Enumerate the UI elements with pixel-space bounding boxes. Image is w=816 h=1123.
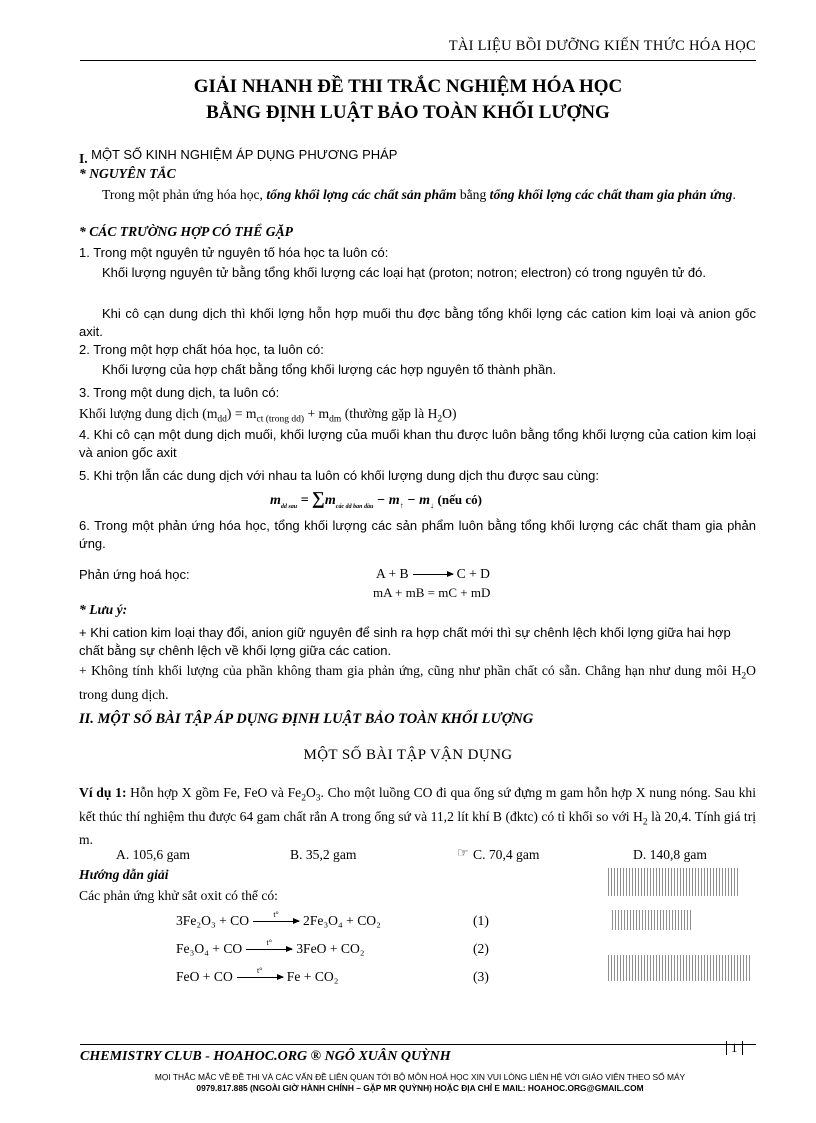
case-3a-end: O) bbox=[442, 406, 457, 421]
reaction-3-left: FeO + CO bbox=[176, 969, 233, 984]
section-2-subheading: MỘT SỐ BÀI TẬP VẬN DỤNG bbox=[303, 747, 513, 763]
sub-ct: ct (trong dd) bbox=[256, 414, 305, 425]
watermark-stamp-1 bbox=[608, 868, 738, 896]
principle-mid: bằng bbox=[459, 187, 487, 202]
reaction-1-left: 3Fe₂O₃ + CO bbox=[176, 913, 250, 928]
running-header: TÀI LIỆU BỒI DƯỠNG KIẾN THỨC HÓA HỌC bbox=[448, 38, 756, 54]
case-3a-mid2: + m bbox=[304, 406, 330, 421]
ex1-t1: Hỗn hợp X gồm Fe, FeO và Fe bbox=[126, 785, 302, 800]
reaction-2-cond: t° bbox=[266, 938, 272, 948]
guide-intro: Các phản ứng khử sắt oxit có thể có: bbox=[79, 888, 278, 903]
reaction-label: Phản ứng hoá học: bbox=[79, 567, 190, 582]
case-1b: Khi cô cạn dung dịch thì khối lợng hỗn hợp muối thu đợc bằng tổng khối lợng các cation kim loại và anion gốc axit. bbox=[79, 306, 756, 339]
note-2-sub: 2 bbox=[741, 671, 747, 682]
formula-tail: (nếu có) bbox=[437, 492, 482, 507]
ex1-t3: . Cho một luồng CO đi qua ống sứ đựng m gam hỗn hợp X nung nóng. Sau khi kết thúc thí nghiệm thu được 64 gam chất rắn A trong ống sứ và 11,2 lít khí B (đktc) có tỉ khối so với H bbox=[79, 785, 756, 824]
footer-contact-2: 0979.817.885 (NGOÀI GIỜ HÀNH CHÍNH – GẶP MR QUỲNH) HOẶC ĐỊA CHỈ E MAIL: HOAHOC.ORG@GMAIL.COM bbox=[196, 1083, 644, 1093]
ex1-t2: O bbox=[305, 785, 316, 800]
ex1-s2: 3 bbox=[315, 793, 321, 804]
sub-2: 2 bbox=[437, 414, 443, 425]
sub-dd: dd bbox=[217, 414, 227, 425]
ex1-t4: là 20,4. Tính giá trị m. bbox=[79, 808, 757, 848]
section-1-title: MỘT SỐ KINH NGHIỆM ÁP DỤNG PHƯƠNG PHÁP bbox=[91, 147, 398, 162]
footer-contact-1: MỌI THẮC MẮC VỀ ĐỀ THI VÀ CÁC VẤN ĐỀ LIÊN QUAN TỚI BỘ MÔN HOÁ HỌC XIN VUI LÒNG LIÊN HỆ VỚI GIÁO VIÊN THEO SỐ MÁY bbox=[154, 1072, 686, 1082]
cases-heading: * CÁC TRƯỜNG HỢP CÓ THỂ GẶP bbox=[79, 224, 293, 239]
ex1-s1: 2 bbox=[301, 793, 306, 804]
option-d: D. 140,8 gam bbox=[633, 847, 708, 862]
generic-reaction bbox=[376, 566, 490, 582]
case-1: 1. Trong một nguyên tử nguyên tố hóa học ta luôn có: bbox=[79, 245, 389, 260]
reaction-2-left: Fe₃O₄ + CO bbox=[176, 941, 243, 956]
mixing-formula: $m_{dd sau} = \sum m_{các dd ban đầu} - m_↑ - m_↓$ (nếu có) bbox=[270, 488, 482, 510]
title-line-2: BẰNG ĐỊNH LUẬT BẢO TOÀN KHỐI LƯỢNG bbox=[206, 102, 610, 123]
footer-brand: CHEMISTRY CLUB - HOAHOC.ORG ® NGÔ XUÂN QUỲNH bbox=[80, 1049, 451, 1064]
page-number: 1 bbox=[726, 1041, 743, 1055]
footer-rule bbox=[80, 1044, 756, 1045]
case-5: 5. Khi trộn lẫn các dung dịch với nhau ta luôn có khối lượng dung dịch thu được sau cùng: bbox=[79, 468, 599, 483]
principle-emphasis-1: tổng khối lợng các chất sản phẩm bbox=[266, 187, 457, 202]
reaction-right: C + D bbox=[456, 566, 490, 581]
section-2-heading: II. MỘT SỐ BÀI TẬP ÁP DỤNG ĐỊNH LUẬT BẢO TOÀN KHỐI LƯỢNG bbox=[79, 711, 534, 727]
case-3: 3. Trong một dung dịch, ta luôn có: bbox=[79, 385, 280, 400]
reaction-1-cond: t° bbox=[273, 910, 279, 920]
note-2-end: O trong dung dịch. bbox=[79, 663, 756, 702]
reaction-1 bbox=[176, 910, 516, 929]
note-1: + Khi cation kim loại thay đổi, anion giữ nguyên để sinh ra hợp chất mới thì sự chênh lệch khối lợng giữa hai hợp chất bằng sự chênh lệch về khối lợng giữa các cation. bbox=[79, 625, 731, 658]
reaction-3-right: Fe + CO₂ bbox=[286, 969, 339, 984]
arrow-icon bbox=[413, 574, 453, 575]
guide-heading: Hướng dẫn giải bbox=[79, 867, 169, 882]
example-1-text bbox=[79, 784, 756, 849]
hand-pointer-icon: ☞ bbox=[457, 845, 469, 860]
case-3a-text: Khối lượng dung dịch (m bbox=[79, 406, 218, 421]
principle-text bbox=[79, 186, 756, 204]
case-1a: Khối lượng nguyên tử bằng tổng khối lượng các loại hạt (proton; notron; electron) có trong nguyên tử đó. bbox=[102, 265, 707, 280]
reaction-1-right: 2Fe₃O₄ + CO₂ bbox=[303, 913, 381, 928]
reaction-3-cond: t° bbox=[257, 966, 263, 976]
option-c: C. 70,4 gam bbox=[473, 847, 540, 862]
reaction-3-number: (3) bbox=[473, 969, 489, 984]
note-2 bbox=[79, 662, 756, 704]
note-2-text: + Không tính khối lượng của phần không tham gia phản ứng, cũng như phần chất có sẵn. Chẳng hạn như dung môi H bbox=[79, 663, 742, 678]
principle-pre: Trong một phản ứng hóa học, bbox=[102, 187, 263, 202]
reaction-left: A + B bbox=[376, 566, 409, 581]
option-b: B. 35,2 gam bbox=[290, 847, 357, 862]
case-4: 4. Khi cô cạn một dung dịch muối, khối lượng của muối khan thu được luôn bằng tổng khối lượng của cation kim loại và anion gốc axit bbox=[79, 427, 756, 460]
note-heading: * Lưu ý: bbox=[79, 602, 128, 617]
reaction-2-number: (2) bbox=[473, 941, 489, 956]
mass-equation: mA + mB = mC + mD bbox=[373, 585, 491, 600]
option-a: A. 105,6 gam bbox=[116, 847, 191, 862]
reaction-2 bbox=[176, 938, 516, 957]
case-2: 2. Trong một hợp chất hóa học, ta luôn có: bbox=[79, 342, 324, 357]
reaction-2-right: 3FeO + CO₂ bbox=[296, 941, 365, 956]
reaction-1-number: (1) bbox=[473, 913, 489, 928]
title-line-1: GIẢI NHANH ĐỀ THI TRẮC NGHIỆM HÓA HỌC bbox=[193, 76, 623, 97]
watermark-stamp-2 bbox=[612, 910, 692, 930]
example-1-label: Ví dụ 1: bbox=[79, 785, 127, 800]
case-6: 6. Trong một phản ứng hóa học, tổng khối lượng các sản phẩm luôn bằng tổng khối lượng các chất tham gia phản ứng. bbox=[79, 518, 756, 551]
case-3a-post: (thường gặp là H bbox=[341, 406, 438, 421]
header-rule bbox=[80, 60, 756, 61]
sub-dm: dm bbox=[329, 414, 342, 425]
ex1-s3: 2 bbox=[642, 817, 648, 828]
principle-end: . bbox=[732, 187, 736, 202]
case-3a-mid: ) = m bbox=[226, 406, 257, 421]
case-2a: Khối lượng của hợp chất bằng tổng khối lượng các hợp nguyên tố thành phần. bbox=[102, 362, 557, 377]
principle-heading: * NGUYÊN TẮC bbox=[79, 166, 176, 181]
watermark-stamp-3 bbox=[608, 955, 752, 981]
section-1-number: I. bbox=[79, 151, 88, 166]
reaction-3 bbox=[176, 966, 516, 985]
principle-emphasis-2: tổng khối lợng các chất tham gia phản ứng bbox=[489, 187, 733, 202]
